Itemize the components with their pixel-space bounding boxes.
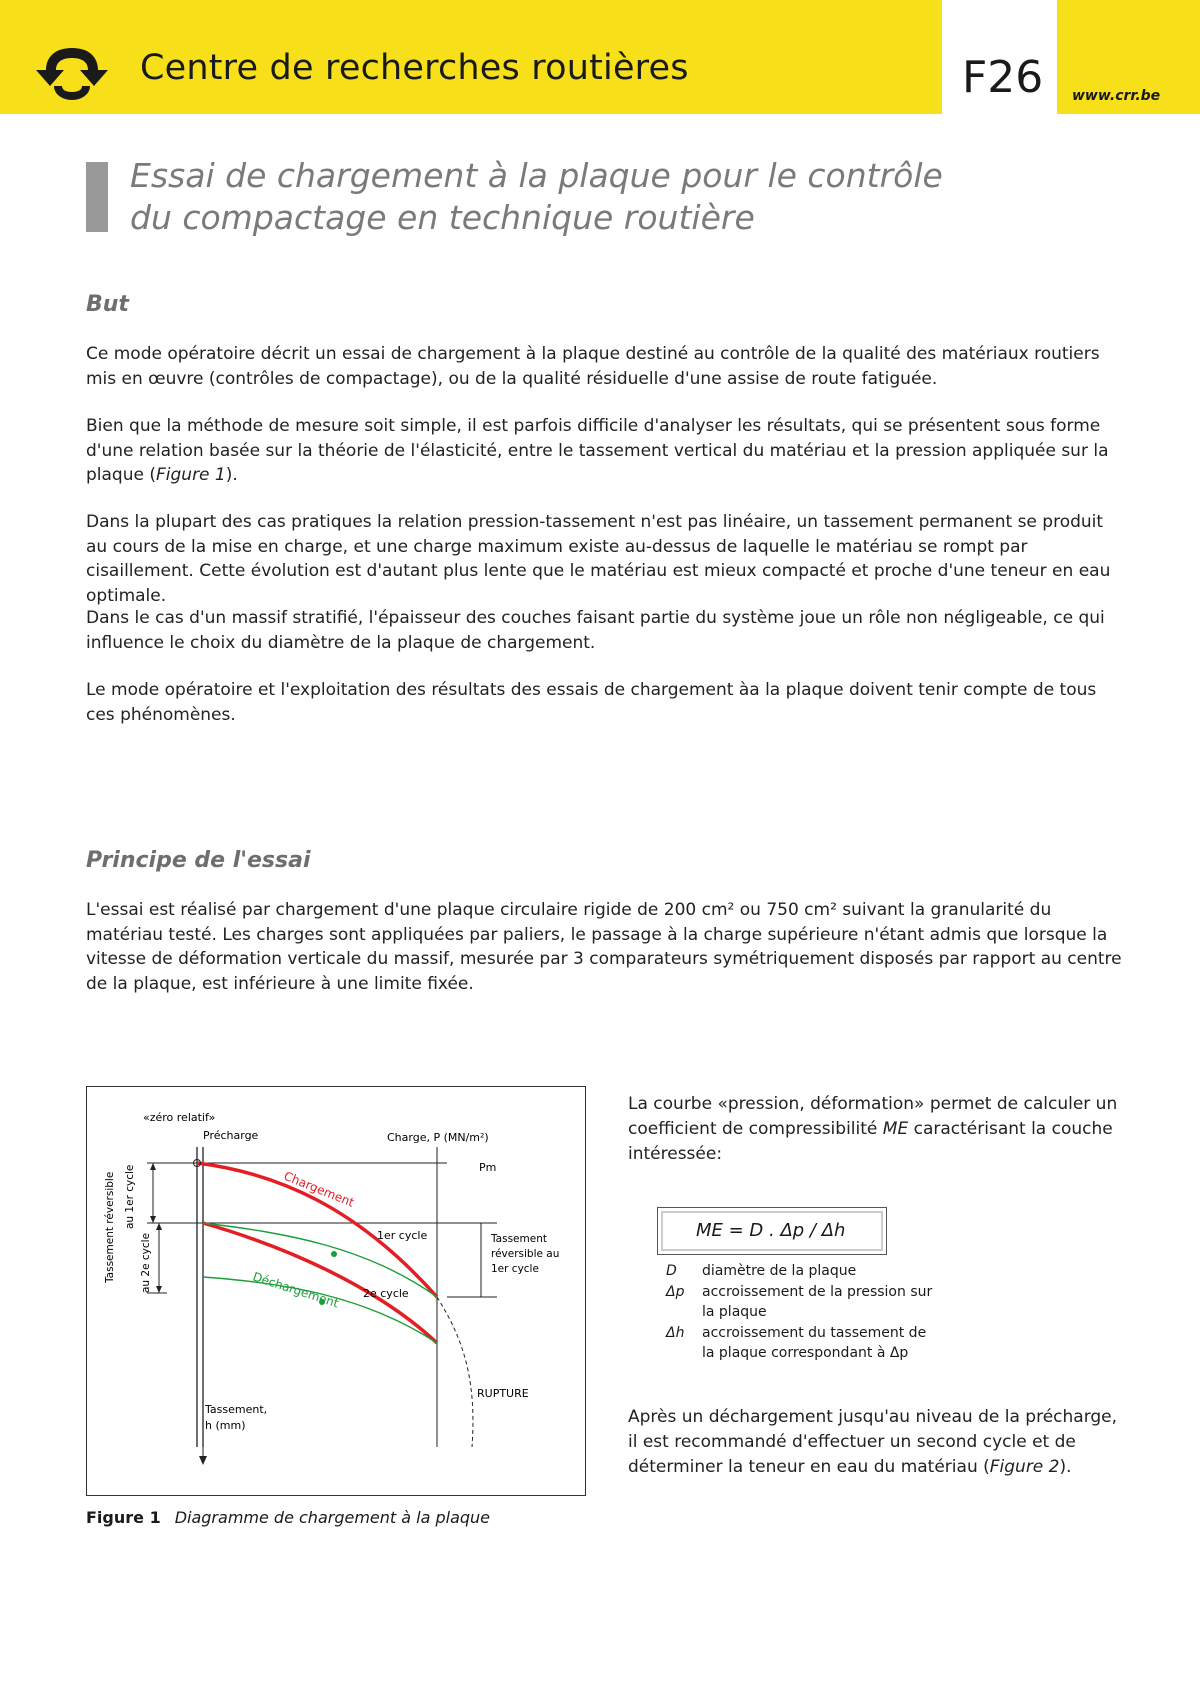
label-tass-rev-right-1: Tassement bbox=[491, 1233, 547, 1245]
legend-row bbox=[666, 1261, 942, 1282]
paragraph-but-2 bbox=[86, 414, 1126, 488]
paragraph-but-5: Le mode opératoire et l'exploitation des résultats des essais de chargement àa la plaque doivent tenir compte de tous ces phénomènes. bbox=[86, 680, 1097, 725]
figure-2-reference: Figure 2 bbox=[989, 1457, 1060, 1477]
legend-row bbox=[666, 1323, 942, 1364]
sidebar-intro-b: caractérisant la couche intéressée: bbox=[628, 1119, 1113, 1164]
page-title bbox=[130, 155, 1030, 239]
paragraph-but-2-end: ). bbox=[225, 465, 238, 485]
sidebar-outro-b: ). bbox=[1059, 1457, 1072, 1477]
paragraph-but-2-text: Bien que la méthode de mesure soit simple, il est parfois difficile d'analyser les résultats, qui se présentent sous forme d'une relation basée sur la théorie de l'élasticité, entre le tassement vertical du matériau et la pression appliquée sur la plaque ( bbox=[86, 416, 1109, 485]
sidebar-outro-a: Après un déchargement jusqu'au niveau de la précharge, il est recommandé d'effectuer un second cycle et de déterminer la teneur en eau du matériau ( bbox=[628, 1407, 1118, 1477]
label-cycle2: 2e cycle bbox=[363, 1287, 409, 1300]
paragraph-but-1: Ce mode opératoire décrit un essai de chargement à la plaque destiné au contrôle de la qualité des matériaux routiers mis en œuvre (contrôles de compactage), ou de la qualité résiduelle d'une assise de route fatiguée. bbox=[86, 344, 1100, 389]
legend-symbol: Δh bbox=[666, 1324, 685, 1341]
legend-description: diamètre de la plaque bbox=[702, 1263, 857, 1279]
label-dechargement: Déchargement bbox=[251, 1269, 341, 1311]
label-tass-rev-right-2: réversible au bbox=[491, 1248, 560, 1260]
page-title-line-1: Essai de chargement à la plaque pour le contrôle bbox=[130, 156, 943, 195]
label-precharge: Précharge bbox=[203, 1129, 259, 1142]
formula-legend bbox=[666, 1261, 942, 1364]
label-au-2e-cycle: au 2e cycle bbox=[140, 1232, 152, 1293]
legend-symbol: Δp bbox=[666, 1283, 685, 1300]
sidebar-intro-a: La courbe «pression, déformation» permet de calculer un coefficient de compressibilité bbox=[628, 1094, 1118, 1139]
document-code: F26 bbox=[962, 52, 1044, 103]
label-tass-rev-vertical-2: au 1er cycle bbox=[124, 1164, 136, 1229]
arrowhead bbox=[150, 1216, 156, 1223]
figure-caption-text: Diagramme de chargement à la plaque bbox=[174, 1508, 491, 1527]
organization-name: Centre de recherches routières bbox=[140, 48, 689, 88]
label-charge-axis: Charge, P (MN/m²) bbox=[387, 1131, 489, 1144]
arrowhead bbox=[199, 1456, 207, 1465]
sidebar-outro bbox=[628, 1405, 1128, 1480]
legend-description: accroissement de la pression sur la plaque bbox=[702, 1283, 933, 1320]
legend-symbol: D bbox=[666, 1263, 677, 1279]
label-tass-rev-right-3: 1er cycle bbox=[491, 1263, 539, 1275]
loading-diagram-svg bbox=[87, 1087, 587, 1497]
crr-logo-icon bbox=[32, 42, 112, 104]
sidebar-intro-me: ME bbox=[882, 1119, 909, 1139]
sidebar-intro bbox=[628, 1092, 1128, 1167]
section-heading-principe: Principe de l'essai bbox=[86, 848, 311, 873]
paragraph-but-4: Dans le cas d'un massif stratifié, l'épaisseur des couches faisant partie du système joue un rôle non négligeable, ce qui influence le choix du diamètre de la plaque de chargement. bbox=[86, 608, 1105, 653]
formula-box: ME = D . Δp / Δh bbox=[657, 1207, 887, 1255]
figure-label: Figure 1 bbox=[86, 1508, 161, 1527]
label-pm: Pm bbox=[479, 1161, 497, 1174]
figure-reference: Figure 1 bbox=[156, 465, 226, 485]
legend-description: accroissement du tassement de la plaque correspondant à Δp bbox=[702, 1324, 927, 1361]
title-accent-bar bbox=[86, 162, 108, 232]
label-rupture: RUPTURE bbox=[477, 1387, 529, 1400]
legend-row bbox=[666, 1282, 942, 1323]
unloading-marker bbox=[331, 1251, 337, 1257]
label-chargement: Chargement bbox=[281, 1168, 357, 1210]
paragraph-principe: L'essai est réalisé par chargement d'une plaque circulaire rigide de 200 cm² ou 750 cm² suivant la granularité du matériau testé. Les charges sont appliquées par paliers, le passage à la charge supérieure n'étant admis que lorsque la vitesse de déformation verticale du massif, mesurée par 3 comparateurs symétriquement disposés par rapport au centre de la plaque, est inférieure à une limite fixée. bbox=[86, 900, 1122, 994]
label-cycle1: 1er cycle bbox=[377, 1229, 428, 1242]
paragraph-but-3: Dans la plupart des cas pratiques la relation pression-tassement n'est pas linéaire, un tassement permanent se produit au cours de la mise en charge, et une charge maximum existe au-dessus de laquelle le matériau se rompt par cisaillement. Cette évolution est d'autant plus lente que le matériau est mieux compacté et proche d'une teneur en eau optimale. bbox=[86, 512, 1111, 606]
figure-1-diagram bbox=[86, 1086, 586, 1496]
website-link[interactable]: www.crr.be bbox=[1072, 88, 1161, 104]
arrowhead bbox=[156, 1286, 162, 1293]
label-zero-relatif: «zéro relatif» bbox=[143, 1111, 216, 1124]
rupture-curve bbox=[437, 1297, 473, 1447]
arrowhead bbox=[150, 1163, 156, 1170]
label-tassement-axis-1: Tassement, bbox=[205, 1403, 268, 1416]
page-title-line-2: du compactage en technique routière bbox=[130, 198, 755, 237]
label-tass-rev-vertical-1: Tassement réversible bbox=[104, 1171, 116, 1283]
arrowhead bbox=[156, 1223, 162, 1230]
label-tassement-axis-2: h (mm) bbox=[205, 1419, 246, 1432]
section-heading-but: But bbox=[86, 292, 129, 317]
figure-1-caption bbox=[86, 1508, 490, 1527]
